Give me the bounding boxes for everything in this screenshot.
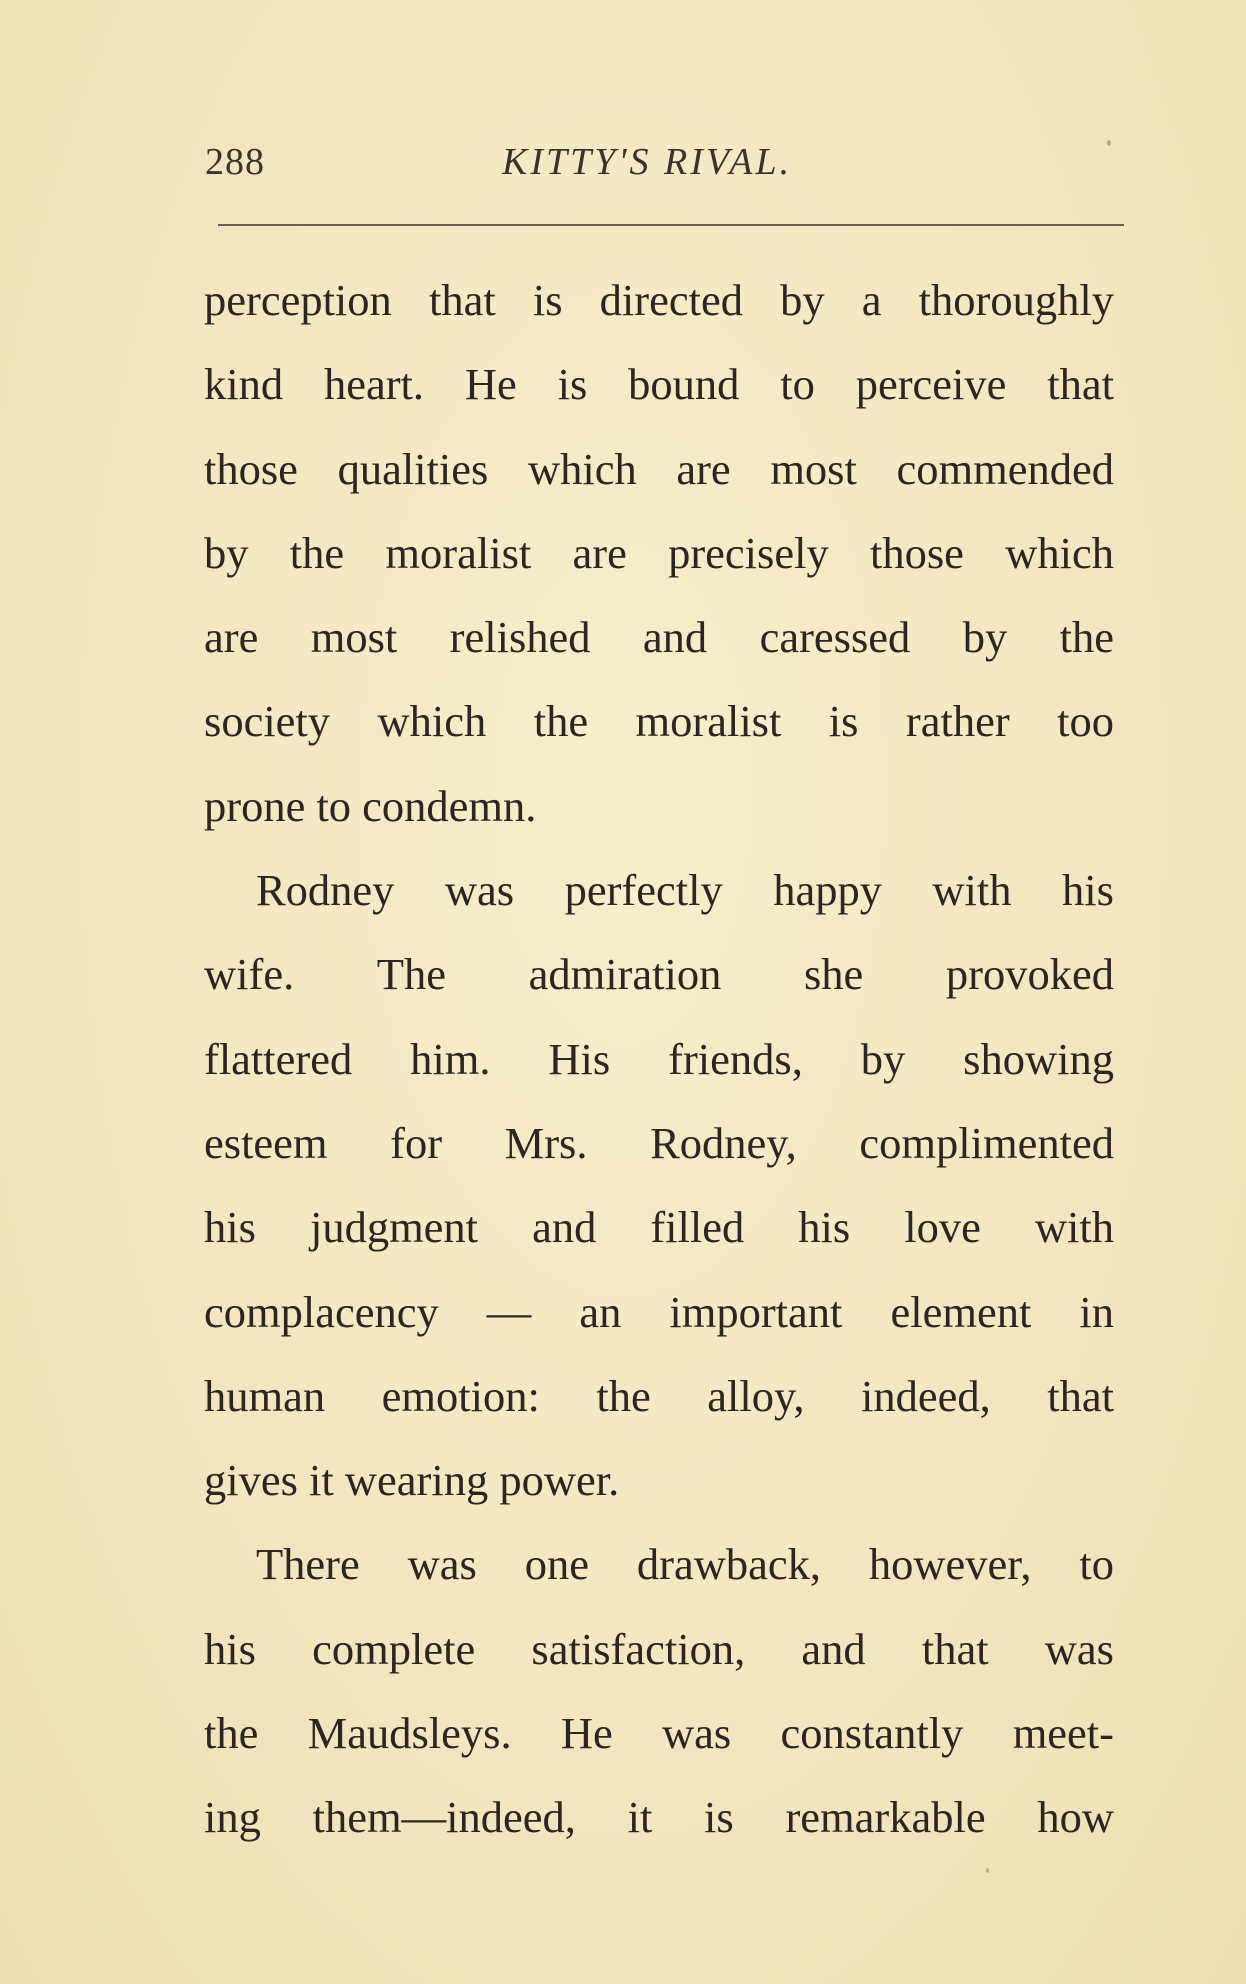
text-line (204, 258, 1114, 342)
word: moralist (385, 527, 532, 578)
word: are (204, 612, 259, 663)
line-text: prone to condemn. (204, 780, 537, 831)
word: which (1005, 527, 1114, 578)
header-rule (218, 224, 1124, 226)
text-line (204, 1101, 1114, 1185)
word: however, (868, 1539, 1032, 1590)
word: filled (650, 1202, 745, 1253)
text-line (204, 848, 1114, 932)
word: constantly (780, 1708, 964, 1759)
word: admiration (528, 949, 722, 1000)
running-head (205, 140, 1125, 200)
word: bound (628, 359, 740, 410)
word: is (828, 696, 859, 747)
word: is (532, 275, 563, 325)
body-text (204, 258, 1114, 1860)
word: by (204, 527, 249, 578)
text-line (204, 1775, 1114, 1859)
text-line (204, 1438, 1114, 1522)
word: his (204, 1202, 256, 1253)
word: flattered (204, 1033, 353, 1084)
word: for (390, 1117, 443, 1168)
word: esteem (204, 1117, 328, 1168)
word: and (642, 612, 708, 663)
word: alloy, (707, 1370, 805, 1421)
word: which (377, 696, 487, 747)
page-number: 288 (205, 141, 265, 183)
word: is (557, 359, 588, 410)
word: perfectly (564, 865, 723, 916)
word: a (861, 275, 882, 325)
word: an (579, 1286, 622, 1337)
text-line (204, 595, 1114, 679)
word: are (572, 527, 627, 578)
word: moralist (635, 696, 782, 747)
word: it (627, 1792, 653, 1843)
word: element (890, 1286, 1032, 1337)
word: was (407, 1539, 477, 1590)
word: perceive (855, 359, 1007, 410)
word: by (860, 1033, 906, 1084)
running-title: KITTY'S RIVAL. (502, 141, 793, 183)
word: complimented (859, 1117, 1114, 1168)
word: was (1044, 1623, 1114, 1674)
word: and (801, 1623, 866, 1674)
word: to (780, 359, 815, 410)
text-line (204, 1691, 1114, 1775)
word: was (444, 865, 515, 916)
word: most (770, 443, 857, 494)
line-text: gives it wearing power. (204, 1455, 620, 1506)
text-line (204, 932, 1114, 1016)
word: His (548, 1033, 611, 1084)
word: meet- (1012, 1708, 1114, 1759)
word: qualities (337, 443, 489, 494)
word: precisely (668, 527, 829, 578)
word: wife. (204, 949, 295, 1000)
word: the (533, 696, 589, 747)
word: heart. (323, 359, 425, 410)
text-line (204, 1522, 1114, 1606)
word: that (428, 275, 496, 325)
word: his (1062, 865, 1114, 916)
word: the (1059, 612, 1114, 663)
word: is (704, 1792, 734, 1843)
word: provoked (945, 949, 1114, 1000)
word: are (676, 443, 731, 494)
word: He (560, 1708, 613, 1759)
word: indeed, (861, 1370, 991, 1421)
word: caressed (759, 612, 911, 663)
word: that (921, 1623, 989, 1674)
word: those (204, 443, 298, 494)
word: was (662, 1708, 732, 1759)
word: them—indeed, (312, 1792, 576, 1843)
word: emotion: (381, 1370, 540, 1421)
word: drawback, (636, 1539, 822, 1590)
word: with (1034, 1202, 1114, 1253)
word: in (1079, 1286, 1114, 1337)
word: Rodney (256, 865, 395, 916)
word: — (486, 1286, 532, 1337)
text-line (204, 1354, 1114, 1438)
word: friends, (668, 1033, 803, 1084)
word: rather (905, 696, 1010, 747)
word: by (780, 275, 825, 325)
word: remarkable (785, 1792, 986, 1843)
word: There (256, 1539, 360, 1590)
word: thoroughly (918, 275, 1114, 325)
word: showing (963, 1033, 1114, 1084)
text-line (204, 427, 1114, 511)
text-line (204, 679, 1114, 763)
word: important (669, 1286, 843, 1337)
word: Mrs. (504, 1117, 588, 1168)
word: relished (449, 612, 591, 663)
word: how (1037, 1792, 1114, 1843)
text-line (204, 764, 1114, 848)
word: his (204, 1623, 256, 1674)
word: the (204, 1708, 259, 1759)
word: with (932, 865, 1012, 916)
word: society (204, 696, 331, 747)
paper-speck (1107, 140, 1111, 146)
word: complacency (204, 1286, 439, 1337)
word: commended (896, 443, 1114, 494)
paper-speck (986, 1868, 989, 1873)
word: judgment (309, 1202, 479, 1253)
word: Rodney, (650, 1117, 797, 1168)
word: one (524, 1539, 590, 1590)
word: she (803, 949, 864, 1000)
word: most (310, 612, 398, 663)
text-line (204, 1017, 1114, 1101)
word: which (527, 443, 637, 494)
text-line (204, 1270, 1114, 1354)
word: those (870, 527, 964, 578)
word: to (1079, 1539, 1114, 1590)
word: by (962, 612, 1008, 663)
word: Maudsleys. (307, 1708, 512, 1759)
word: and (532, 1202, 597, 1253)
word: directed (599, 275, 743, 325)
word: him. (410, 1033, 491, 1084)
word: kind (204, 359, 284, 410)
word: perception (204, 275, 392, 325)
word: that (1047, 359, 1114, 410)
word: the (289, 527, 345, 578)
word: love (904, 1202, 981, 1253)
text-line (204, 342, 1114, 426)
word: the (596, 1370, 651, 1421)
word: human (204, 1370, 326, 1421)
text-line (204, 1607, 1114, 1691)
word: that (1047, 1370, 1114, 1421)
word: complete (312, 1623, 476, 1674)
word: ing (204, 1792, 261, 1843)
text-line (204, 511, 1114, 595)
word: The (376, 949, 446, 1000)
word: happy (773, 865, 882, 916)
word: too (1057, 696, 1114, 747)
text-line (204, 1185, 1114, 1269)
word: He (464, 359, 517, 410)
word: his (798, 1202, 851, 1253)
word: satisfaction, (531, 1623, 746, 1674)
